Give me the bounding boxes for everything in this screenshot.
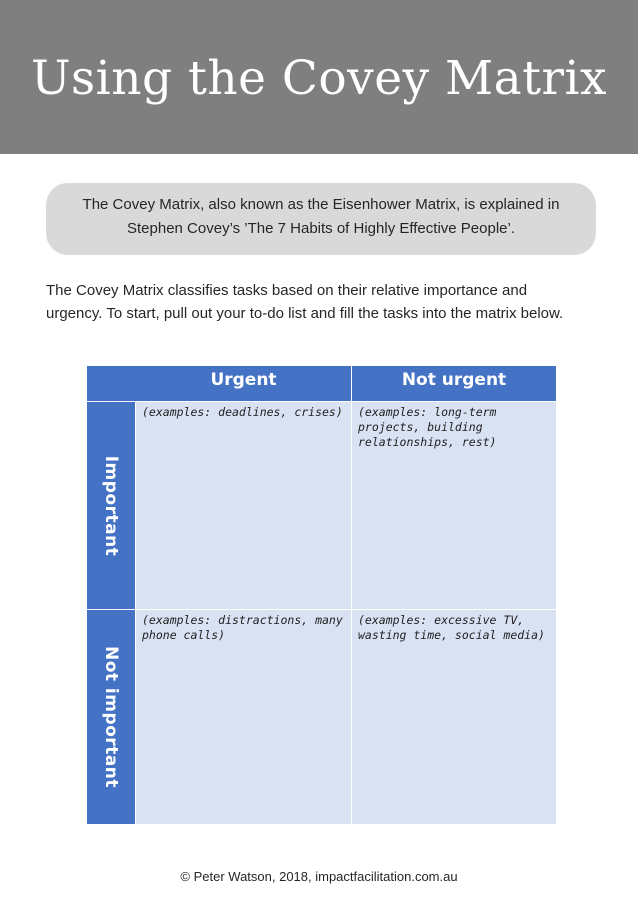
cell-important-not-urgent: (examples: long-term projects, building relationships, rest) (352, 402, 556, 609)
column-header-not-urgent: Not urgent (352, 366, 556, 401)
body-paragraph: The Covey Matrix classifies tasks based on their relative importance and urgency. To start, pull out your to-do list and fill the tasks into the matrix below. (46, 282, 564, 322)
page-title: Using the Covey Matrix (30, 51, 608, 106)
row-label-not-important: Not important (101, 645, 121, 789)
footer-credit: © Peter Watson, 2018, impactfacilitation.com.au (180, 869, 458, 884)
cell-not-important-urgent: (examples: distractions, many phone calls) (136, 610, 351, 824)
row-label-important: Important (101, 455, 121, 556)
covey-matrix (87, 366, 556, 824)
cell-important-urgent: (examples: deadlines, crises) (136, 402, 351, 609)
row-header-important (87, 402, 135, 609)
row-header-not-important (87, 610, 135, 824)
column-header-urgent: Urgent (136, 366, 351, 401)
cell-not-important-not-urgent: (examples: excessive TV, wasting time, social media) (352, 610, 556, 824)
intro-box: The Covey Matrix, also known as the Eisenhower Matrix, is explained in Stephen Covey’s ’The 7 Habits of Highly Effective People’. (46, 183, 596, 255)
header-band (0, 0, 638, 154)
matrix-corner-cell (87, 366, 136, 401)
